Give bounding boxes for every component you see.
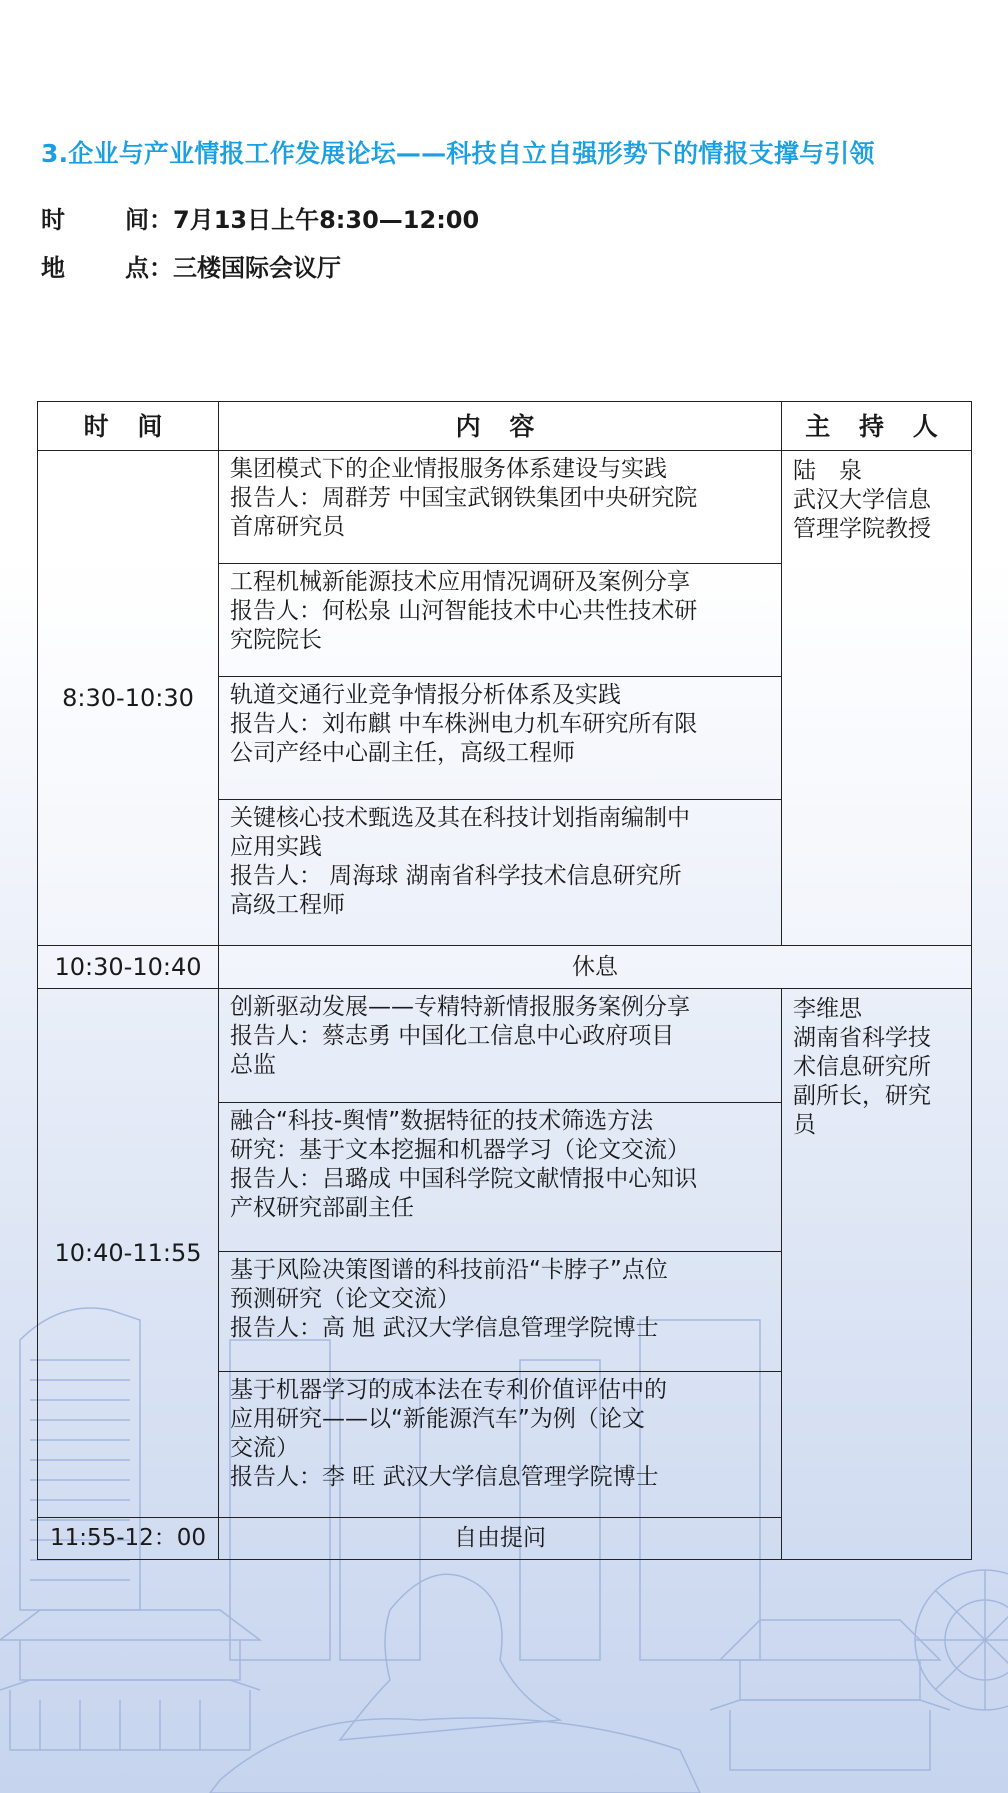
session2-host <box>782 989 972 1560</box>
talk-line: 报告人：蔡志勇 中国化工信息中心政府项目 <box>230 1023 675 1049</box>
qa-time: 11:55-12：00 <box>38 1518 219 1560</box>
break-label: 休息 <box>219 946 972 989</box>
place-label-char-1: 地 <box>41 254 65 282</box>
table-row <box>38 451 972 564</box>
host-line: 武汉大学信息 <box>793 487 931 513</box>
table-header-row <box>38 402 972 451</box>
host-name: 陆 泉 <box>793 458 862 484</box>
talk-line: 基于风险决策图谱的科技前沿“卡脖子”点位 <box>230 1257 668 1283</box>
host-line: 管理学院教授 <box>793 516 931 542</box>
host-name: 李维思 <box>793 996 862 1022</box>
talk-cell <box>219 1372 782 1518</box>
talk-cell <box>219 1252 782 1372</box>
session2-time: 10:40-11:55 <box>38 989 219 1518</box>
host-line: 湖南省科学技 <box>793 1025 931 1051</box>
talk-line: 集团模式下的企业情报服务体系建设与实践 <box>230 456 667 482</box>
talk-line: 报告人：吕璐成 中国科学院文献情报中心知识 <box>230 1166 698 1192</box>
talk-cell <box>219 677 782 800</box>
talk-cell <box>219 800 782 946</box>
talk-line: 报告人：何松泉 山河智能技术中心共性技术研 <box>230 598 698 624</box>
schedule-table <box>37 401 972 1560</box>
talk-line: 工程机械新能源技术应用情况调研及案例分享 <box>230 569 690 595</box>
forum-title: 3.企业与产业情报工作发展论坛——科技自立自强形势下的情报支撑与引领 <box>41 139 875 168</box>
host-line: 员 <box>793 1112 816 1138</box>
host-line: 副所长，研究 <box>793 1083 931 1109</box>
talk-line: 报告人：高 旭 武汉大学信息管理学院博士 <box>230 1315 659 1341</box>
talk-line: 产权研究部副主任 <box>230 1195 414 1221</box>
place-value: 三楼国际会议厅 <box>173 254 341 282</box>
place-info-row <box>41 248 341 283</box>
qa-label: 自由提问 <box>219 1518 782 1560</box>
header-host: 主 持 人 <box>782 402 972 451</box>
session1-host <box>782 451 972 946</box>
talk-line: 研究：基于文本挖掘和机器学习（论文交流） <box>230 1137 690 1163</box>
talk-line: 轨道交通行业竞争情报分析体系及实践 <box>230 682 621 708</box>
talk-line: 高级工程师 <box>230 892 345 918</box>
talk-line: 公司产经中心副主任，高级工程师 <box>230 740 575 766</box>
talk-line: 创新驱动发展——专精特新情报服务案例分享 <box>230 994 690 1020</box>
talk-cell <box>219 1103 782 1252</box>
talk-cell <box>219 451 782 564</box>
host-line: 术信息研究所 <box>793 1054 931 1080</box>
time-label-char-2: 间： <box>125 206 173 234</box>
place-label-char-2: 点： <box>125 254 173 282</box>
table-row <box>38 989 972 1103</box>
talk-line: 报告人：刘布麒 中车株洲电力机车研究所有限 <box>230 711 698 737</box>
talk-line: 基于机器学习的成本法在专利价值评估中的 <box>230 1377 667 1403</box>
talk-line: 交流） <box>230 1435 299 1461</box>
talk-line: 报告人：李 旺 武汉大学信息管理学院博士 <box>230 1464 659 1490</box>
session1-time: 8:30-10:30 <box>38 451 219 946</box>
talk-line: 关键核心技术甄选及其在科技计划指南编制中 <box>230 805 690 831</box>
time-label-char-1: 时 <box>41 206 65 234</box>
break-time: 10:30-10:40 <box>38 946 219 989</box>
time-info-row <box>41 200 479 235</box>
talk-line: 应用研究——以“新能源汽车”为例（论文 <box>230 1406 645 1432</box>
talk-line: 究院院长 <box>230 627 322 653</box>
talk-line: 应用实践 <box>230 834 322 860</box>
talk-cell <box>219 564 782 677</box>
time-value: 7月13日上午8:30—12:00 <box>173 206 480 234</box>
talk-line: 总监 <box>230 1052 276 1078</box>
talk-cell <box>219 989 782 1103</box>
header-time: 时 间 <box>38 402 219 451</box>
talk-line: 报告人： 周海球 湖南省科学技术信息研究所 <box>230 863 682 889</box>
break-row <box>38 946 972 989</box>
talk-line: 报告人：周群芳 中国宝武钢铁集团中央研究院 <box>230 485 698 511</box>
talk-line: 首席研究员 <box>230 514 345 540</box>
talk-line: 预测研究（论文交流） <box>230 1286 460 1312</box>
header-content: 内 容 <box>219 402 782 451</box>
talk-line: 融合“科技-舆情”数据特征的技术筛选方法 <box>230 1108 654 1134</box>
